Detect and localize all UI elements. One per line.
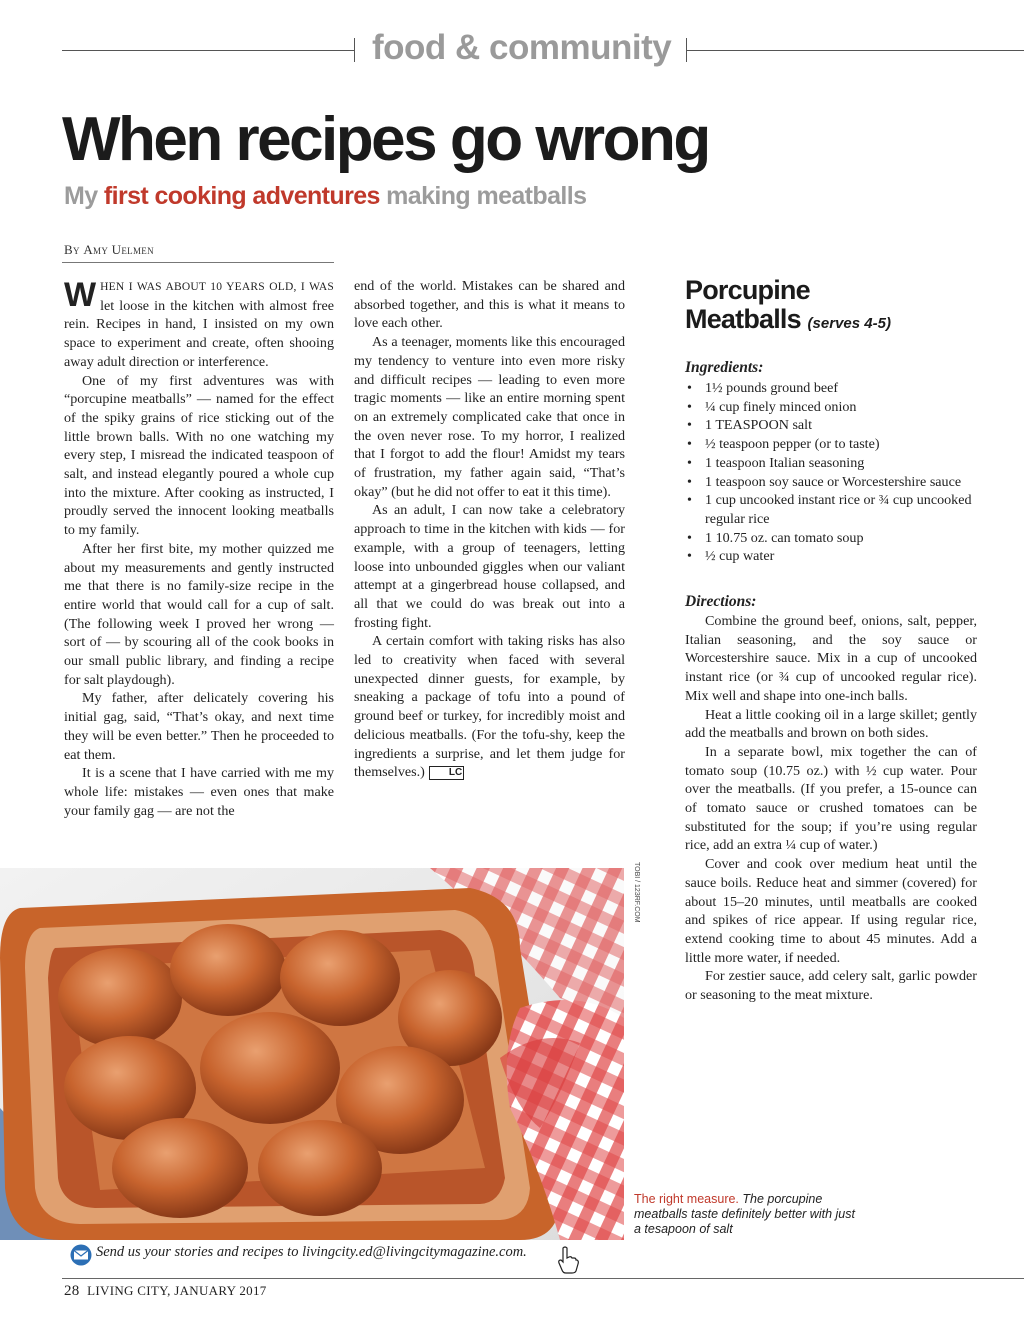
list-item: • 1½ pounds ground beef [685,379,985,398]
directions-text [685,612,977,1005]
publication-name: LIVING CITY, JANUARY 2017 [87,1283,267,1298]
caption-lead: The right measure. [634,1192,739,1206]
directions-heading: Directions: [685,593,757,610]
photo-caption [634,1192,864,1237]
meatballs-illustration [0,868,624,1240]
paragraph: end of the world. Mistakes can be shared and absorbed together, and this is what it means to love each other. [354,278,625,332]
paragraph [64,277,334,372]
recipe-title [685,276,891,338]
article-column-2 [354,277,625,782]
header-tick-left [354,38,355,62]
list-item: • 1 TEASPOON salt [685,416,985,435]
paragraph: For zestier sauce, add celery salt, garlic powder or seasoning to the meat mixture. [685,968,977,1004]
drop-cap: W [64,276,97,314]
page-number: 28 [64,1283,80,1299]
paragraph: One of my first adventures was with “porcupine meatballs” — named for the effect of the spiky grains of rice sticking out of the little brown balls. With no one watching my every step, I misread the indicated teaspoon of salt, and instead elegantly poured a whole cup into the mixture. After cooking as instructed, I proudly served the innocent looking meatballs to my family. [64,372,334,539]
recipe-title-line-2 [685,305,891,338]
subtitle-pre: My [64,182,104,210]
paragraph: After her first bite, my mother quizzed me about my measurements and gently instructed me that there is no family-size recipe in the entire world that would call for a cup of salt. (The following week I proved her wrong — sort of — by scouring all of the cook books in our small public library, and finding a recipe for salt playdough). [64,540,334,688]
lead-in: HEN I WAS ABOUT 10 YEARS OLD, I WAS [100,281,334,293]
hand-pointer-icon [556,1246,580,1274]
paragraph-text: let loose in the kitchen with almost free rein. Recipes in hand, I insisted on my own space to experiment and create, often shooing away adult direction or interference. [64,297,334,370]
paragraph: As an adult, I can now take a celebratory approach to time in the kitchen with kids — for example, with a group of teenagers, letting loose into unbounded giggles when our valiant attempt at a gingerbread house collapsed, and all that we could do was break out into a frosting fight. [354,502,625,631]
byline-name: Amy Uelmen [83,242,154,257]
paragraph: My father, after delicately covering his initial gag, said, “That’s okay, and next time they will be even better.” Then he proceeded to eat them. [64,690,334,763]
paragraph: Combine the ground beef, onions, salt, pepper, Italian seasoning, and the soy sauce or Worcestershire sauce. Mix in a cup of uncooked instant rice (or ¾ cup of uncooked regular rice). Mix well and shape into one-inch balls. [685,613,977,704]
ingredients-heading: Ingredients: [685,359,764,376]
article-title: When recipes go wrong [62,105,709,174]
byline [64,242,154,258]
photo-credit: TOBI / 123RF.COM [633,862,640,923]
list-item: • 1 teaspoon soy sauce or Worcestershire sauce [685,473,985,492]
subtitle-post: making meatballs [379,182,587,210]
footer-rule [62,1278,1024,1279]
paragraph: Heat a little cooking oil in a large skillet; gently add the meatballs and brown on both sides. [685,706,977,742]
paragraph [354,632,625,782]
paragraph: In a separate bowl, mix together the can of tomato soup (10.75 oz.) with ½ cup water. Pour over the meatballs. (If you prefer, a 15-ounce can of tomato sauce or crushed tomatoes can be substituted for the soup; if you’re using regular rice, add an extra ¼ cup of water.) [685,743,977,854]
list-item: • ½ teaspoon pepper (or to taste) [685,435,985,454]
envelope-icon [68,1244,94,1266]
page-folio [64,1283,267,1300]
paragraph: As a teenager, moments like this encouraged my tendency to venture into even more risky and difficult recipes — leading to even more tragic moments — like an entire morning spent on an extremely complicated cake that once in the oven never rose. To my horror, I realized that I forgot to add the flour! Amidst my tears of frustration, my father again said, “That’s okay” (but he did not offer to eat it this time). [354,334,625,500]
article-column-1 [64,277,334,820]
meatballs-photo [0,868,624,1240]
paragraph-text: A certain comfort with taking risks has also led to creativity when faced with several unexpected dinner guests, for example, by sneaking a package of tofu into a pound of ground beef or turkey, for incredibly moist and delicious meatballs. (For the tofu-shy, keep the ingredients a surprise, and let them judge for themselves.) [354,633,625,781]
paragraph: It is a scene that I have carried with me my whole life: mistakes — even ones that make your family gag — are not the [64,765,334,819]
end-mark-logo: LC [429,766,464,780]
article-subtitle [64,182,586,211]
section-label: food & community [372,28,672,67]
paragraph: Cover and cook over medium heat until the sauce boils. Reduce heat and simmer (covered) for about 15–20 minutes, until meatballs are cooked and spikes of rice appear. If using regular rice, extend cooking time to about 45 minutes. Add a little more water, if needed. [685,856,977,966]
list-item: • ½ cup water [685,547,985,566]
header-rule-right [686,50,1024,51]
submission-note: Send us your stories and recipes to livingcity.ed@livingcitymagazine.com. [96,1244,527,1260]
subtitle-accent: first cooking adventures [103,182,380,210]
byline-prefix: By [64,242,80,257]
list-item: • 1 10.75 oz. can tomato soup [685,529,985,548]
caption-text: The porcupine meatballs taste definitely better with just a tesapoon of salt [634,1192,855,1236]
recipe-title-meatballs: Meatballs [685,304,801,334]
list-item: • 1 cup uncooked instant rice or ¾ cup uncooked regular rice [685,491,985,528]
byline-rule [62,262,334,263]
header-rule-left [62,50,354,51]
recipe-title-line-1: Porcupine [685,275,810,305]
ingredients-list [685,379,985,566]
list-item: • ¼ cup finely minced onion [685,398,985,417]
recipe-serves: (serves 4-5) [807,315,891,332]
list-item: • 1 teaspoon Italian seasoning [685,454,985,473]
